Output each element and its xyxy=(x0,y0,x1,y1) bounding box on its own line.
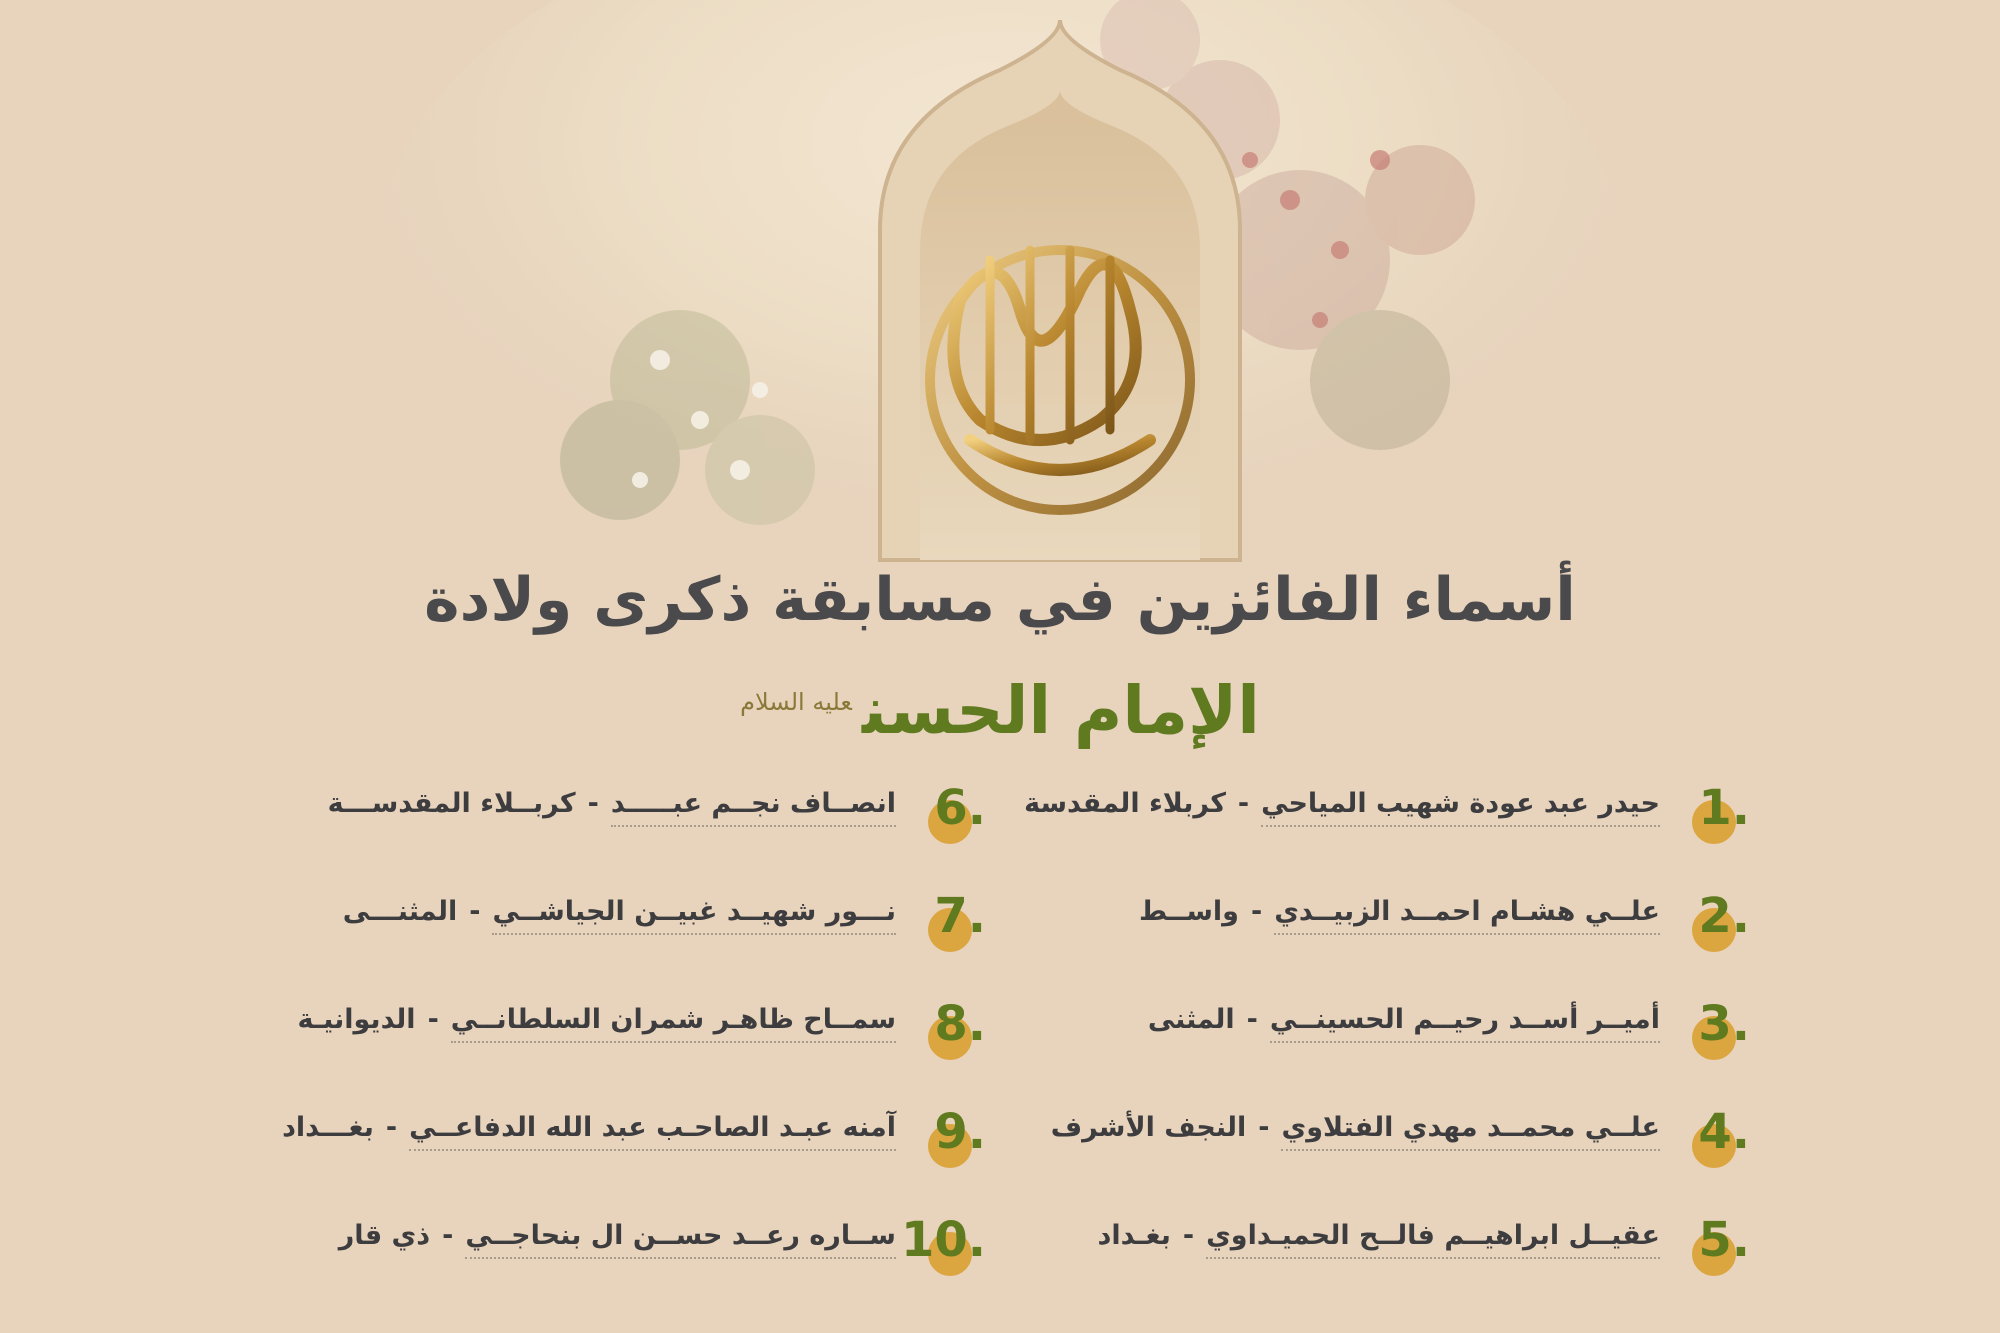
number-badge xyxy=(1660,1212,1760,1292)
winner-city: الديوانيـة xyxy=(297,1004,416,1035)
winner-name: عقيــل ابراهيــم فالــح الحميـداوي xyxy=(1206,1220,1660,1259)
winner-city: كربلاء المقدسة xyxy=(1024,788,1226,819)
number-badge xyxy=(1660,1104,1760,1184)
item-text: آمنه عبـد الصاحـب عبد الله الدفاعــي-بغـــداد xyxy=(282,1112,896,1143)
winner-city: بغـداد xyxy=(1097,1220,1171,1251)
arch-calligraphy-illustration xyxy=(0,0,2000,620)
list-item xyxy=(236,780,996,888)
winner-city: واســط xyxy=(1139,896,1239,927)
item-text: حيدر عبد عودة شهيب المياحي-كربلاء المقدسة xyxy=(1024,788,1660,819)
number-badge xyxy=(1660,996,1760,1076)
winner-city: بغـــداد xyxy=(282,1112,374,1143)
winners-list-left xyxy=(236,780,996,1320)
item-number: 6. xyxy=(934,780,986,836)
item-number: 2. xyxy=(1698,888,1750,944)
item-number: 7. xyxy=(934,888,986,944)
number-badge xyxy=(896,780,996,860)
item-text: ســاره رعــد حســن ال بنحاجــي-ذي قار xyxy=(339,1220,896,1251)
item-number: 1. xyxy=(1698,780,1750,836)
item-text: سمــاح ظاهـر شمران السلطانــي-الديوانيـة xyxy=(297,1004,896,1035)
number-badge xyxy=(896,996,996,1076)
item-text: عقيــل ابراهيــم فالــح الحميـداوي-بغـداد xyxy=(1098,1220,1660,1251)
item-text: انصــاف نجــم عبـــــد-كربــلاء المقدســـة xyxy=(328,788,896,819)
item-number: 5. xyxy=(1698,1212,1750,1268)
list-item xyxy=(236,888,996,996)
number-badge xyxy=(1660,780,1760,860)
list-item xyxy=(1000,1104,1760,1212)
number-badge xyxy=(896,1104,996,1184)
winner-city: ذي قار xyxy=(338,1220,431,1251)
item-text: علــي هشـام احمــد الزبيــدي-واســط xyxy=(1139,896,1660,927)
item-number: 4. xyxy=(1698,1104,1750,1160)
list-item xyxy=(236,1104,996,1212)
subtitle-text: الإمام الحسن xyxy=(862,672,1260,749)
number-badge xyxy=(896,888,996,968)
winner-name: انصــاف نجــم عبـــــد xyxy=(611,788,896,827)
winner-city: كربــلاء المقدســـة xyxy=(327,788,576,819)
winner-name: سمــاح ظاهـر شمران السلطانــي xyxy=(451,1004,896,1043)
winner-city: النجف الأشرف xyxy=(1050,1112,1247,1143)
list-item xyxy=(1000,780,1760,888)
item-number: 8. xyxy=(934,996,986,1052)
item-number: 9. xyxy=(934,1104,986,1160)
number-badge xyxy=(896,1212,996,1292)
winner-name: حيدر عبد عودة شهيب المياحي xyxy=(1261,788,1660,827)
number-badge xyxy=(1660,888,1760,968)
list-item xyxy=(1000,888,1760,996)
winner-city: المثنـــى xyxy=(342,896,458,927)
page-subtitle xyxy=(0,672,2000,749)
winner-name: علــي هشـام احمــد الزبيــدي xyxy=(1274,896,1660,935)
item-text: علــي محمــد مهدي الفتلاوي-النجف الأشرف xyxy=(1051,1112,1660,1143)
winner-name: نـــور شهيــد غبيــن الجياشــي xyxy=(492,896,896,935)
winner-name: آمنه عبـد الصاحـب عبد الله الدفاعــي xyxy=(409,1112,896,1151)
winner-name: ســاره رعــد حســن ال بنحاجــي xyxy=(465,1220,896,1259)
item-text: أميــر أســد رحيــم الحسينــي-المثنى xyxy=(1148,1004,1660,1035)
list-item xyxy=(236,996,996,1104)
item-number: 3. xyxy=(1698,996,1750,1052)
list-item xyxy=(1000,996,1760,1104)
winner-name: علــي محمــد مهدي الفتلاوي xyxy=(1281,1112,1660,1151)
list-item xyxy=(1000,1212,1760,1320)
winners-list-right xyxy=(1000,780,1760,1320)
honorific-text: عليه السلام xyxy=(740,688,852,716)
item-number: 10. xyxy=(900,1212,986,1268)
page-title: أسماء الفائزين في مسابقة ذكرى ولادة xyxy=(424,565,1576,635)
winner-name: أميــر أســد رحيــم الحسينــي xyxy=(1270,1004,1660,1043)
list-item xyxy=(236,1212,996,1320)
winner-city: المثنى xyxy=(1147,1004,1235,1035)
item-text: نـــور شهيــد غبيــن الجياشــي-المثنـــى xyxy=(343,896,896,927)
